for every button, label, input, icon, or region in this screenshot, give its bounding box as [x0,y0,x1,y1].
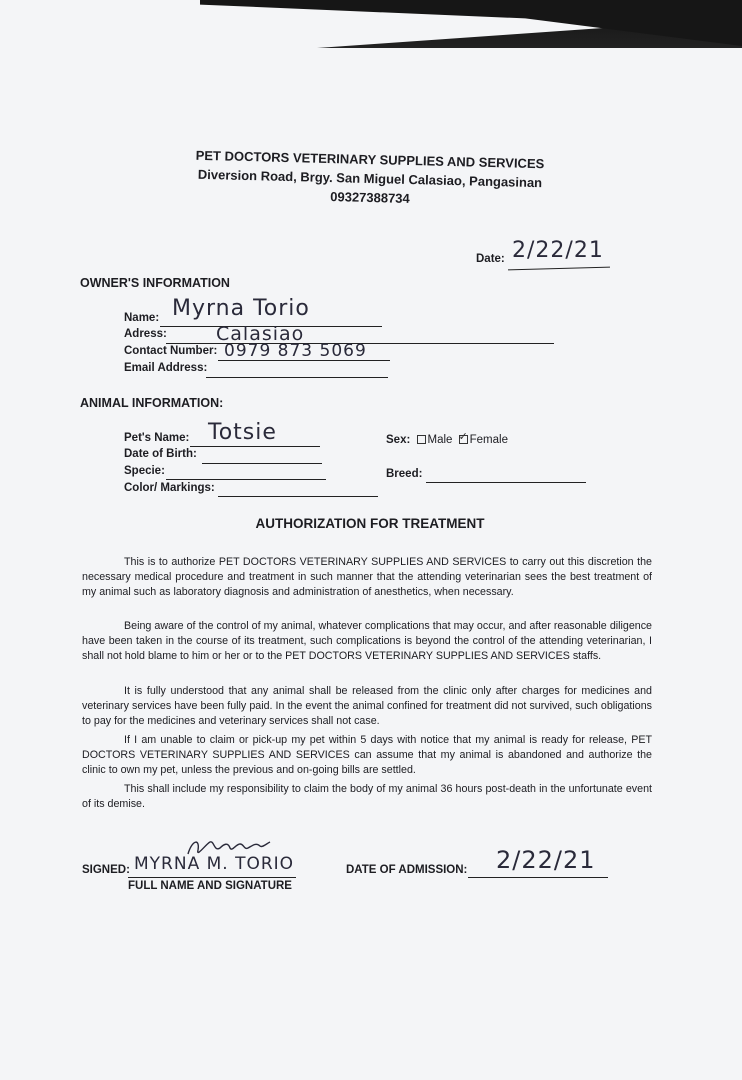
owner-section-title: OWNER'S INFORMATION [80,276,230,290]
color-markings-line [218,496,378,497]
date-of-admission-value: 2/22/21 [496,846,596,874]
sex-field [386,431,508,446]
check-mark-icon: ✓ [458,431,468,443]
breed-label: Breed: [386,468,423,480]
email-label: Email Address: [124,362,208,374]
contact-number-value: 0979 873 5069 [224,341,367,361]
species-line [166,479,326,480]
pet-name-line [190,446,320,447]
pet-name-label: Pet's Name: [124,432,190,444]
authorization-paragraph-3: It is fully understood that any animal shall be released from the clinic only after charges for medicines and veterinary services have been fully paid. In the event the animal confined for treatment did not survived, such obligations to pay for the medicines and veterinary services shall not case. [82,685,652,728]
dob-line [202,463,322,464]
clinic-address: Diversion Road, Brgy. San Miguel Calasiao, Pangasinan [197,166,543,191]
contact-number-label: Contact Number: [124,345,218,357]
owner-address-value: Calasiao [216,323,305,345]
signed-line [128,877,296,878]
sex-label: Sex: [386,434,411,446]
authorization-paragraph-2: Being aware of the control of my animal, whatever complications that may occur, and after reasonable diligence have been taken in the course of its treatment, such complications is beyond the control of the attending veterinarian, I shall not hold blame to him or her or to the PET DOCTORS VETERINARY SUPPLIES AND SERVICES staffs. [82,620,652,663]
male-checkbox[interactable] [417,435,426,444]
female-option-label: Female [469,434,508,446]
dob-label: Date of Birth: [124,448,197,460]
species-label: Specie: [124,465,165,477]
date-label: Date: [476,253,505,265]
owner-address-label: Adress: [124,328,167,340]
owner-name-value: Myrna Torio [172,296,310,321]
date-line [508,267,610,271]
male-option-label: Male [427,434,453,446]
authorization-paragraph-5: This shall include my responsibility to claim the body of my animal 36 hours post-death in the unfortunate event of its demise. [82,783,652,811]
date-of-admission-line [468,877,608,878]
authorization-paragraph-1: This is to authorize PET DOCTORS VETERINARY SUPPLIES AND SERVICES to carry out this discretion the necessary medical procedure and treatment in such manner that the attending veterinarian sees the best treatment of my animal such as laboratory diagnosis and administration of anesthetics, when necessary. [82,556,652,599]
date-of-admission-label: DATE OF ADMISSION: [346,864,468,876]
clinic-name: PET DOCTORS VETERINARY SUPPLIES AND SERVICES [195,147,545,172]
signed-name: MYRNA M. TORIO [134,854,295,874]
clinic-phone: 09327388734 [330,189,410,206]
breed-line [426,482,586,483]
color-markings-label: Color/ Markings: [124,482,215,494]
female-checkbox[interactable] [458,431,468,444]
signed-label: SIGNED: [82,864,130,876]
email-line [206,377,388,378]
authorization-title: AUTHORIZATION FOR TREATMENT [255,516,485,531]
signature-caption: FULL NAME AND SIGNATURE [128,880,292,892]
owner-name-label: Name: [124,312,160,324]
animal-section-title: ANIMAL INFORMATION: [80,396,224,410]
authorization-paragraph-4: If I am unable to claim or pick-up my pet within 5 days with notice that my animal is ready for release, PET DOCTORS VETERINARY SUPPLIES AND SERVICES can assume that my animal is abandoned and authorize the clinic to own my pet, unless the previous and on-going bills are settled. [82,734,652,777]
date-value: 2/22/21 [512,238,604,263]
pet-name-value: Totsie [208,420,277,445]
